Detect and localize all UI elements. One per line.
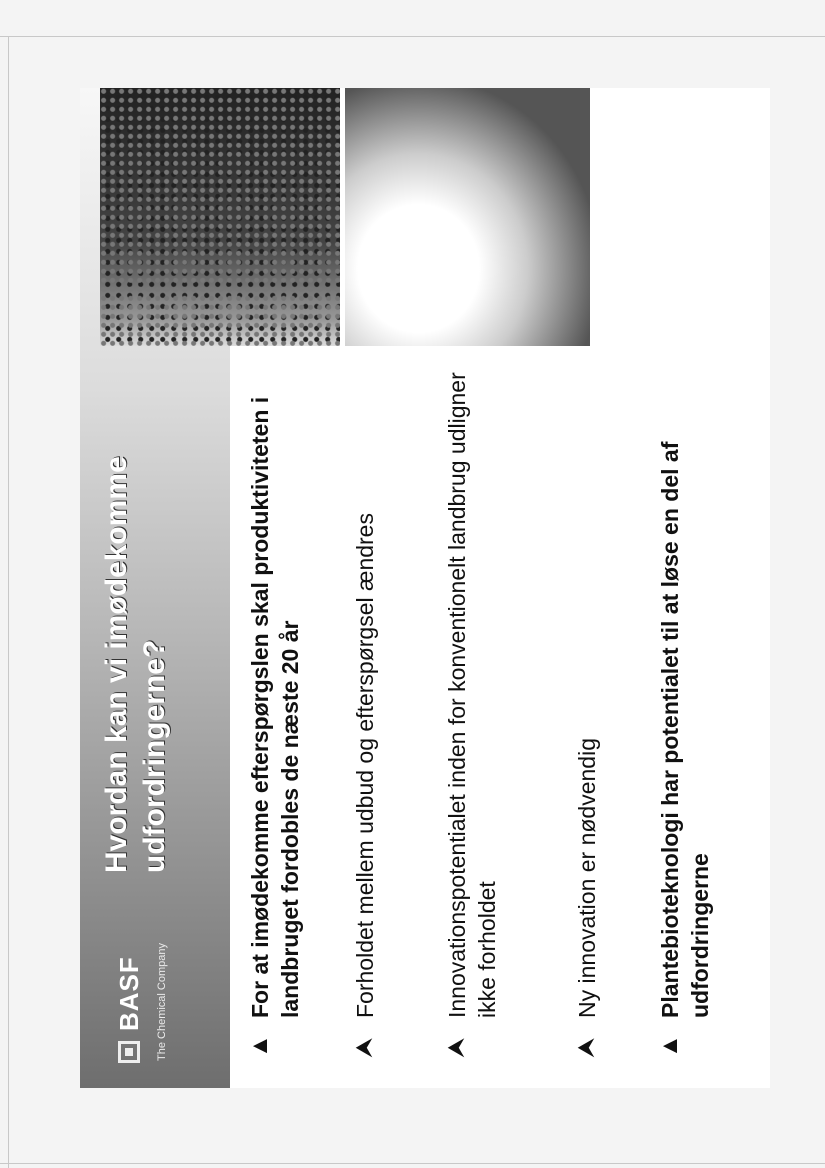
bullet-text: Innovationspotentialet inden for konventionelt landbrug udligner ikke forholdet bbox=[444, 372, 500, 1018]
bullet-marker: ▲ bbox=[246, 1034, 273, 1058]
slide-title: Hvordan kan vi imødekomme udfordringerne? bbox=[100, 456, 171, 873]
bottom-edge-line bbox=[0, 1163, 825, 1164]
top-edge-line bbox=[0, 36, 825, 37]
bullet-item bbox=[442, 338, 502, 1058]
bullet-list bbox=[245, 338, 765, 1058]
bullet-text: For at imødekomme efterspørgslen skal produktiviteten i landbruget fordobles de næste 20 år bbox=[247, 396, 303, 1018]
bullet-marker: ⮝ bbox=[443, 1037, 470, 1058]
bullet-text: Forholdet mellem udbud og efterspørgsel ændres bbox=[352, 513, 378, 1018]
seeds-photo bbox=[100, 88, 340, 346]
bullet-item bbox=[655, 338, 715, 1058]
left-edge-line bbox=[8, 36, 9, 1168]
bullet-marker: ⮝ bbox=[573, 1037, 600, 1058]
bullet-marker: ⮝ bbox=[351, 1037, 378, 1058]
bullet-marker: ▲ bbox=[656, 1034, 683, 1058]
slide bbox=[80, 88, 770, 1088]
bullet-text: Ny innovation er nødvendig bbox=[574, 738, 600, 1018]
fuel-pump-photo bbox=[345, 88, 590, 346]
bullet-item bbox=[350, 338, 380, 1058]
bullet-item bbox=[572, 338, 602, 1058]
brand-tagline: The Chemical Company bbox=[156, 943, 168, 1061]
photo-column bbox=[80, 88, 770, 346]
bullet-text: Plantebioteknologi har potentialet til at løse en del af udfordringerne bbox=[657, 441, 713, 1018]
basf-logo bbox=[110, 893, 190, 1063]
bullet-item bbox=[245, 338, 305, 1058]
brand-name: BASF bbox=[114, 956, 144, 1031]
basf-logo-icon bbox=[118, 1041, 140, 1063]
